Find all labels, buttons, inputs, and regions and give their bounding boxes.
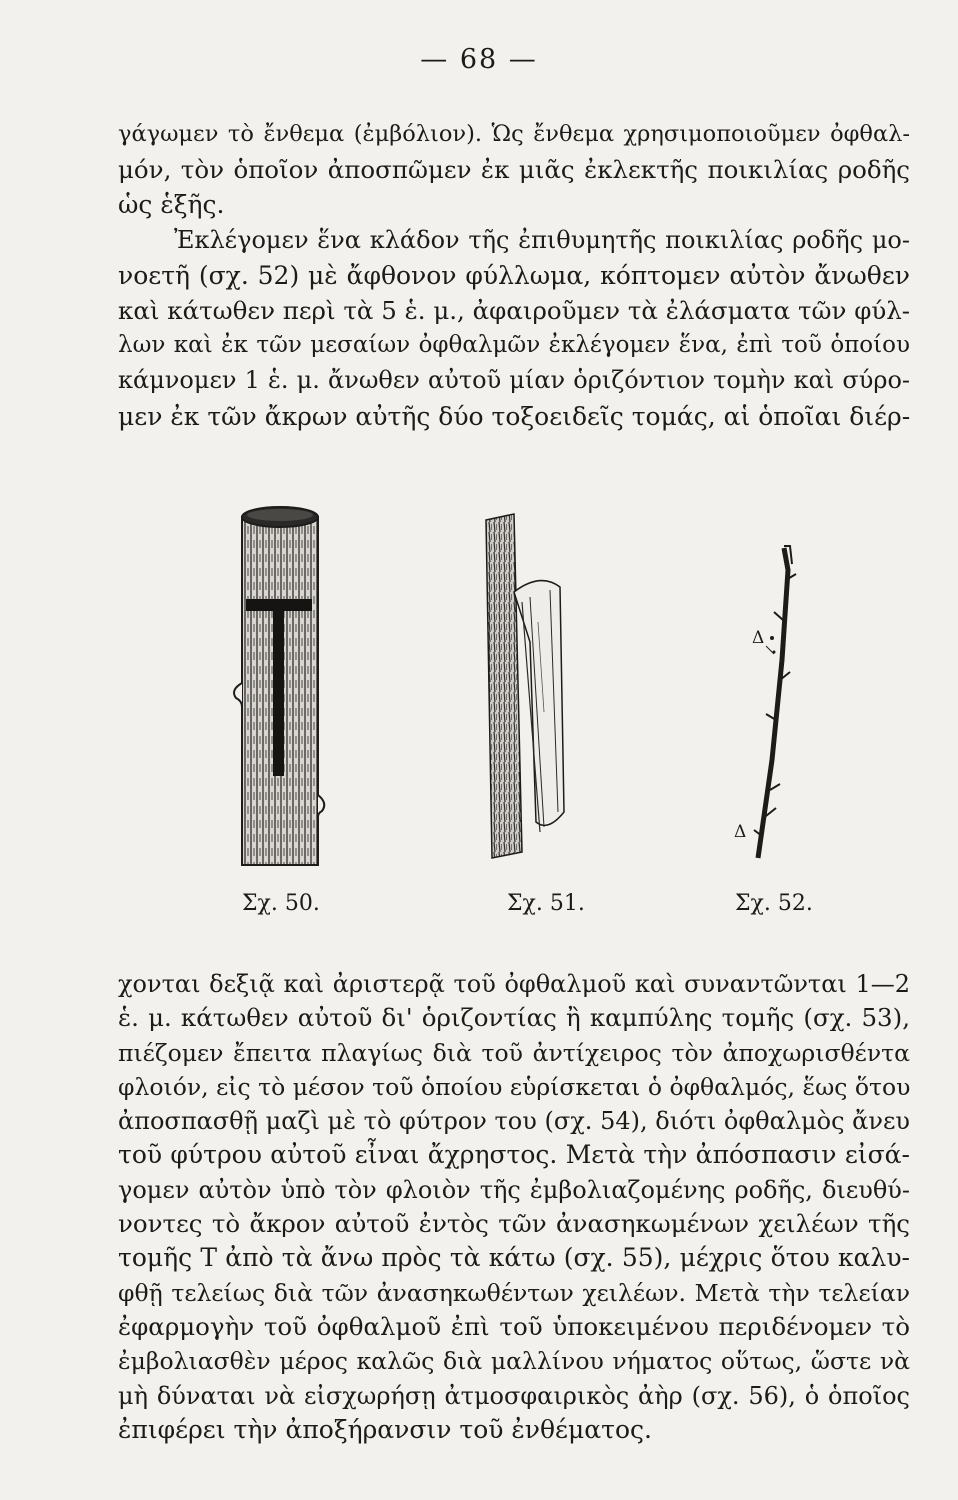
- rose-branch-illustration: [728, 540, 808, 870]
- text-line: μόν, τὸν ὁποῖον ἀποσπῶμεν ἐκ μιᾶς ἐκλεκτῆς ποικιλίας ροδῆς: [118, 155, 910, 185]
- text-line: ἐμβολιασθὲν μέρος καλῶς διὰ μαλλίνου νήματος οὕτως, ὥστε νὰ: [118, 1347, 910, 1376]
- text-line: φθῇ τελείως διὰ τῶν ἀνασηκωθέντων χειλέων. Μετὰ τὴν τελείαν: [118, 1278, 910, 1307]
- text-line: μεν ἐκ τῶν ἄκρων αὐτῆς δύο τοξοειδεῖς τομάς, αἱ ὁποῖαι διέρ-: [118, 401, 911, 431]
- text-line: ἐπιφέρει τὴν ἀποξήρανσιν τοῦ ἐνθέματος.: [118, 1414, 652, 1444]
- text-line: τοῦ φύτρου αὐτοῦ εἶναι ἄχρηστος. Μετὰ τὴν ἀπόσπασιν εἰσά-: [118, 1140, 910, 1170]
- text-line: πιέζομεν ἔπειτα πλαγίως διὰ τοῦ ἀντίχειρος τὸν ἀποχωρισθέντα: [118, 1038, 910, 1067]
- figure-51-caption: Σχ. 51.: [507, 891, 585, 916]
- figure-51-bark-cut: [478, 512, 588, 862]
- figure-50-stem-t-cut: [220, 495, 340, 885]
- text-line: γομεν αὐτὸν ὑπὸ τὸν φλοιὸν τῆς ἐμβολιαζομένης ροδῆς, διευθύ-: [118, 1175, 910, 1204]
- figure-52-label-upper: Δ: [752, 628, 765, 648]
- text-line: γάγωμεν τὸ ἔνθεμα (ἐμβόλιον). Ὡς ἔνθεμα χρησιμοποιοῦμεν ὀφθαλ-: [118, 121, 910, 147]
- figure-50-caption: Σχ. 50.: [242, 891, 320, 916]
- text-line: νοετῆ (σχ. 52) μὲ ἄφθονον φύλλωμα, κόπτομεν αὐτὸν ἄνωθεν: [118, 260, 910, 290]
- text-line: τομῆς Τ ἀπὸ τὰ ἄνω πρὸς τὰ κάτω (σχ. 55), μέχρις ὅτου καλυ-: [118, 1243, 910, 1273]
- text-line: χονται δεξιᾷ καὶ ἀριστερᾷ τοῦ ὀφθαλμοῦ καὶ συναντῶνται 1—2: [118, 970, 910, 998]
- text-line: νοντες τὸ ἄκρον αὐτοῦ ἐντὸς τῶν ἀνασηκωμένων χειλέων τῆς: [118, 1209, 910, 1239]
- text-line: ἐφαρμογὴν τοῦ ὀφθαλμοῦ ἐπὶ τοῦ ὑποκειμένου περιδένομεν τὸ: [118, 1311, 910, 1341]
- text-line: καὶ κάτωθεν περὶ τὰ 5 ἑ. μ., ἀφαιροῦμεν τὰ ἐλάσματα τῶν φύλ-: [118, 296, 911, 326]
- top-paragraph: [118, 117, 910, 434]
- text-line: ἑ. μ. κάτωθεν αὐτοῦ δι' ὁριζοντίας ἢ καμπύλης τομῆς (σχ. 53),: [118, 1003, 910, 1033]
- figure-52-rose-branch: [728, 540, 808, 870]
- bottom-paragraph: [118, 967, 910, 1447]
- text-line: λων καὶ ἐκ τῶν μεσαίων ὀφθαλμῶν ἐκλέγομεν ἕνα, ἐπὶ τοῦ ὁποίου: [118, 332, 910, 359]
- text-line: ὡς ἑξῆς.: [118, 190, 225, 220]
- text-line: Ἐκλέγομεν ἕνα κλάδον τῆς ἐπιθυμητῆς ποικιλίας ροδῆς μο-: [174, 225, 910, 254]
- text-line: κάμνομεν 1 ἑ. μ. ἄνωθεν αὐτοῦ μίαν ὁριζόντιον τομὴν καὶ σύρο-: [118, 366, 910, 395]
- stem-t-cut-illustration: [220, 495, 340, 885]
- text-line: ἀποσπασθῇ μαζὶ μὲ τὸ φύτρον του (σχ. 54), διότι ὀφθαλμὸς ἄνευ: [118, 1107, 910, 1136]
- bark-cut-illustration: [478, 512, 588, 862]
- text-line: μὴ δύναται νὰ εἰσχωρήσῃ ἀτμοσφαιρικὸς ἀὴρ (σχ. 56), ὁ ὁποῖος: [118, 1381, 910, 1410]
- page-number: — 68 —: [420, 44, 538, 75]
- figure-52-label-lower: Δ: [734, 822, 747, 842]
- figure-52-caption: Σχ. 52.: [735, 891, 813, 916]
- text-line: φλοιόν, εἰς τὸ μέσον τοῦ ὁποίου εὑρίσκεται ὁ ὀφθαλμός, ἕως ὅτου: [118, 1072, 911, 1101]
